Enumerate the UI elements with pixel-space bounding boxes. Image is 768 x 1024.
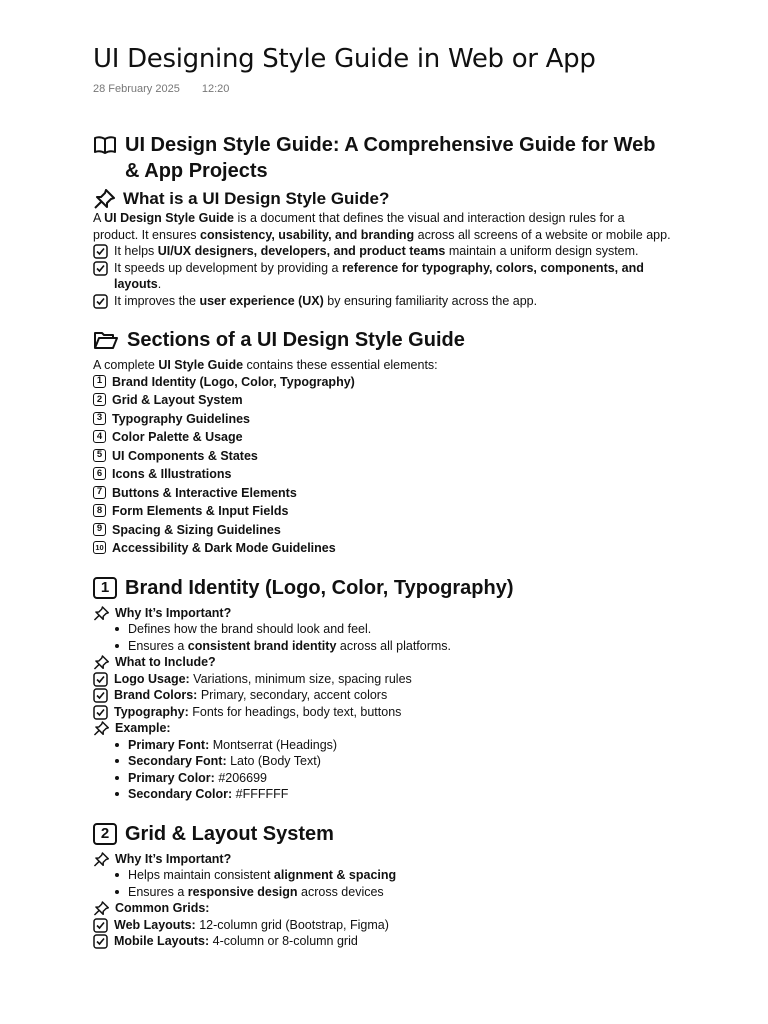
keycap-number-icon: 8	[93, 504, 106, 517]
why-important-label: Why It’s Important?	[93, 605, 673, 622]
guide-heading: UI Design Style Guide: A Comprehensive Guide for Web & App Projects	[93, 132, 673, 184]
check-item: It improves the user experience (UX) by ensuring familiarity across the app.	[93, 293, 673, 310]
section-list-item	[93, 485, 673, 502]
document-body	[93, 132, 673, 950]
section-list-item	[93, 540, 673, 557]
document-meta	[93, 83, 229, 95]
document-time: 12:20	[201, 83, 230, 95]
section-label: Form Elements & Input Fields	[112, 504, 289, 518]
pushpin-icon	[93, 606, 109, 621]
sections-heading: Sections of a UI Design Style Guide	[93, 327, 673, 353]
grid-why-list	[93, 867, 673, 900]
section-label: Brand Identity (Logo, Color, Typography)	[112, 374, 355, 389]
keycap-number-icon: 4	[93, 430, 106, 443]
check-item: Brand Colors: Primary, secondary, accent colors	[93, 687, 673, 704]
pushpin-icon	[93, 655, 109, 670]
keycap-number-icon: 7	[93, 486, 106, 499]
section-list-item	[93, 429, 673, 446]
checkbox-checked-icon	[93, 244, 108, 259]
section-label: Grid & Layout System	[112, 393, 243, 407]
section-label: Spacing & Sizing Guidelines	[112, 522, 281, 537]
list-item: Ensures a responsive design across devices	[115, 884, 673, 901]
check-item: Typography: Fonts for headings, body text, buttons	[93, 704, 673, 721]
grid-layout-heading: 2 Grid & Layout System	[93, 821, 673, 847]
list-item: Secondary Color: #FFFFFF	[115, 786, 673, 803]
keycap-number-icon: 1	[93, 375, 106, 388]
check-item: It helps UI/UX designers, developers, and product teams maintain a uniform design system.	[93, 243, 673, 260]
keycap-number-icon: 6	[93, 467, 106, 480]
checkbox-checked-icon	[93, 705, 108, 720]
keycap-number-icon: 10	[93, 541, 106, 554]
section-list-item	[93, 503, 673, 520]
section-label: Icons & Illustrations	[112, 467, 232, 481]
section-label: Buttons & Interactive Elements	[112, 485, 297, 500]
pushpin-icon	[93, 852, 109, 867]
brand-why-list	[93, 621, 673, 654]
common-grids-label: Common Grids:	[93, 900, 673, 917]
section-label: Accessibility & Dark Mode Guidelines	[112, 541, 336, 555]
checkbox-checked-icon	[93, 688, 108, 703]
pushpin-icon	[93, 721, 109, 736]
section-list-item	[93, 374, 673, 391]
checkbox-checked-icon	[93, 934, 108, 949]
open-book-icon	[93, 135, 117, 184]
keycap-number-icon: 2	[93, 823, 117, 845]
section-list-item	[93, 448, 673, 465]
intro-check-list	[93, 243, 673, 309]
what-is-paragraph: A UI Design Style Guide is a document that defines the visual and interaction design rules for a product. It ensures consistency, usability, and branding across all screens of a website or mobile app.	[93, 211, 671, 242]
sections-list	[93, 374, 673, 557]
check-item: Mobile Layouts: 4-column or 8-column grid	[93, 933, 673, 950]
check-item: Web Layouts: 12-column grid (Bootstrap, Figma)	[93, 917, 673, 934]
list-item: Defines how the brand should look and feel.	[115, 621, 673, 638]
keycap-number-icon: 5	[93, 449, 106, 462]
open-folder-icon	[93, 330, 119, 350]
checkbox-checked-icon	[93, 261, 108, 276]
what-to-include-label: What to Include?	[93, 654, 673, 671]
check-item: Logo Usage: Variations, minimum size, spacing rules	[93, 671, 673, 688]
brand-example-list	[93, 737, 673, 803]
checkbox-checked-icon	[93, 918, 108, 933]
example-label: Example:	[93, 720, 673, 737]
section-list-item	[93, 466, 673, 483]
why-important-label: Why It’s Important?	[93, 851, 673, 868]
list-item: Secondary Font: Lato (Body Text)	[115, 753, 673, 770]
section-label: UI Components & States	[112, 448, 258, 463]
pushpin-icon	[93, 189, 115, 209]
what-is-heading: What is a UI Design Style Guide?	[93, 188, 673, 210]
keycap-number-icon: 1	[93, 577, 117, 599]
keycap-number-icon: 3	[93, 412, 106, 425]
list-item: Primary Color: #206699	[115, 770, 673, 787]
section-list-item	[93, 392, 673, 409]
keycap-number-icon: 2	[93, 393, 106, 406]
section-list-item	[93, 522, 673, 539]
brand-identity-heading: 1 Brand Identity (Logo, Color, Typography)	[93, 575, 673, 601]
document-title: UI Designing Style Guide in Web or App	[93, 44, 596, 74]
section-list-item	[93, 411, 673, 428]
sections-lead: A complete UI Style Guide contains these essential elements:	[93, 358, 438, 372]
checkbox-checked-icon	[93, 672, 108, 687]
list-item: Ensures a consistent brand identity across all platforms.	[115, 638, 673, 655]
section-label: Typography Guidelines	[112, 411, 250, 426]
document-date: 28 February 2025	[93, 83, 180, 95]
pushpin-icon	[93, 901, 109, 916]
list-item: Helps maintain consistent alignment & spacing	[115, 867, 673, 884]
list-item: Primary Font: Montserrat (Headings)	[115, 737, 673, 754]
check-item: It speeds up development by providing a reference for typography, colors, components, and layouts.	[93, 260, 673, 293]
section-label: Color Palette & Usage	[112, 430, 243, 444]
checkbox-checked-icon	[93, 294, 108, 309]
keycap-number-icon: 9	[93, 523, 106, 536]
